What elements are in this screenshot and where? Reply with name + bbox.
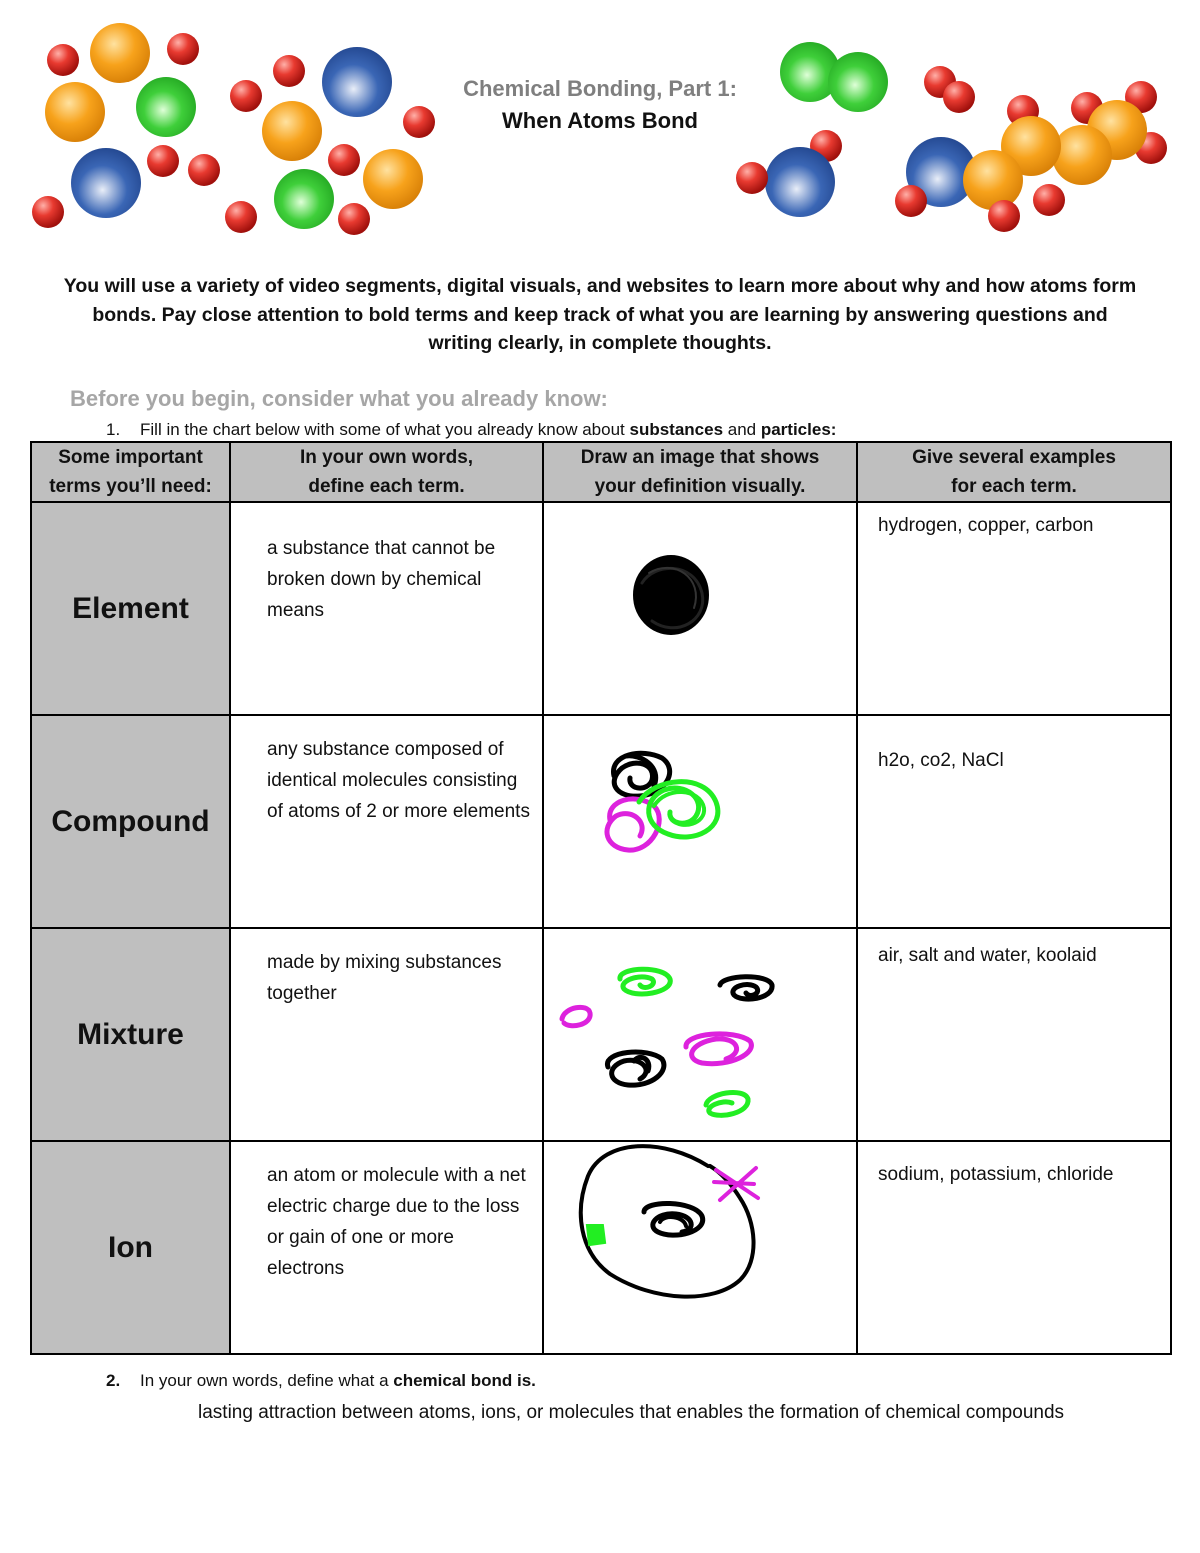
chart-row-ion [31,1141,1171,1354]
drawing-cell-ion[interactable] [543,1141,857,1354]
chart-row-element [31,502,1171,715]
question-2-number: 2. [106,1371,121,1390]
examples-cell[interactable]: hydrogen, copper, carbon [857,502,1171,715]
element-sketch [544,503,857,714]
intro-text-part1: You will use a variety of video segments, digital visuals, and websites to learn more about why and how atoms form bonds. Pay close attention to [63,275,1137,326]
question-1-term-a: substances [629,420,724,439]
question-2-answer[interactable]: lasting attraction between atoms, ions, or molecules that enables the formation of chemical compounds [198,1402,1065,1423]
drawing-cell-compound[interactable] [543,715,857,928]
definition-cell[interactable]: a substance that cannot be broken down by chemical means [230,502,543,715]
ion-sketch [544,1142,857,1353]
question-1-term-b: particles [760,420,831,439]
examples-cell[interactable]: h2o, co2, NaCl [857,715,1171,928]
question-1 [106,420,836,440]
definition-cell[interactable]: made by mixing substances together [230,928,543,1141]
chart-row-mixture [31,928,1171,1141]
header-drawing-line2: your definition visually. [594,476,806,497]
chart-row-compound [31,715,1171,928]
terms-chart [30,441,1172,1355]
intro-bold-word: bold [368,303,410,326]
term-cell: Ion [31,1141,230,1354]
header-examples-line2: for each term. [951,476,1077,497]
term-cell: Mixture [31,928,230,1141]
definition-cell[interactable]: an atom or molecule with a net electric charge due to the loss or gain of one or more electrons [230,1141,543,1354]
header-examples-line1: Give several examples [912,447,1116,468]
chart-header-row [31,442,1171,502]
compound-sketch [544,716,857,927]
header-examples [857,442,1171,502]
title-line-1: Chemical Bonding, Part 1: [463,76,737,101]
question-1-text: Fill in the chart below with some of what you already know about [140,420,630,439]
question-2-text: In your own words, define what a [140,1371,394,1390]
examples-cell[interactable]: sodium, potassium, chloride [857,1141,1171,1354]
header-definition-line2: define each term. [308,476,465,497]
question-1-mid: and [723,420,761,439]
term-cell: Compound [31,715,230,928]
header-terms-line1: Some important [58,447,203,468]
drawing-cell-mixture[interactable] [543,928,857,1141]
definition-cell[interactable]: any substance composed of identical molecules consisting of atoms of 2 or more elements [230,715,543,928]
header-terms-line2: terms you’ll need: [49,476,212,497]
question-2-end: is. [512,1371,536,1390]
examples-cell[interactable]: air, salt and water, koolaid [857,928,1171,1141]
intro-text-part2: terms and keep track of what you are learning by answering questions and writing clearly, in complete thoughts. [409,303,1108,354]
header-definition [230,442,543,502]
question-1-end: : [830,420,837,439]
title-line-2: When Atoms Bond [502,108,698,133]
section-heading: Before you begin, consider what you already know: [70,386,608,411]
question-2-term: chemical bond [393,1371,513,1390]
header-drawing-line1: Draw an image that shows [580,447,820,468]
intro-paragraph [60,272,1140,358]
header-terms [31,442,230,502]
header-definition-line1: In your own words, [299,447,474,468]
mixture-sketch [544,929,857,1140]
question-2 [106,1371,536,1391]
question-1-number: 1. [106,420,121,439]
drawing-cell-element[interactable] [543,502,857,715]
header-drawing [543,442,857,502]
term-cell: Element [31,502,230,715]
